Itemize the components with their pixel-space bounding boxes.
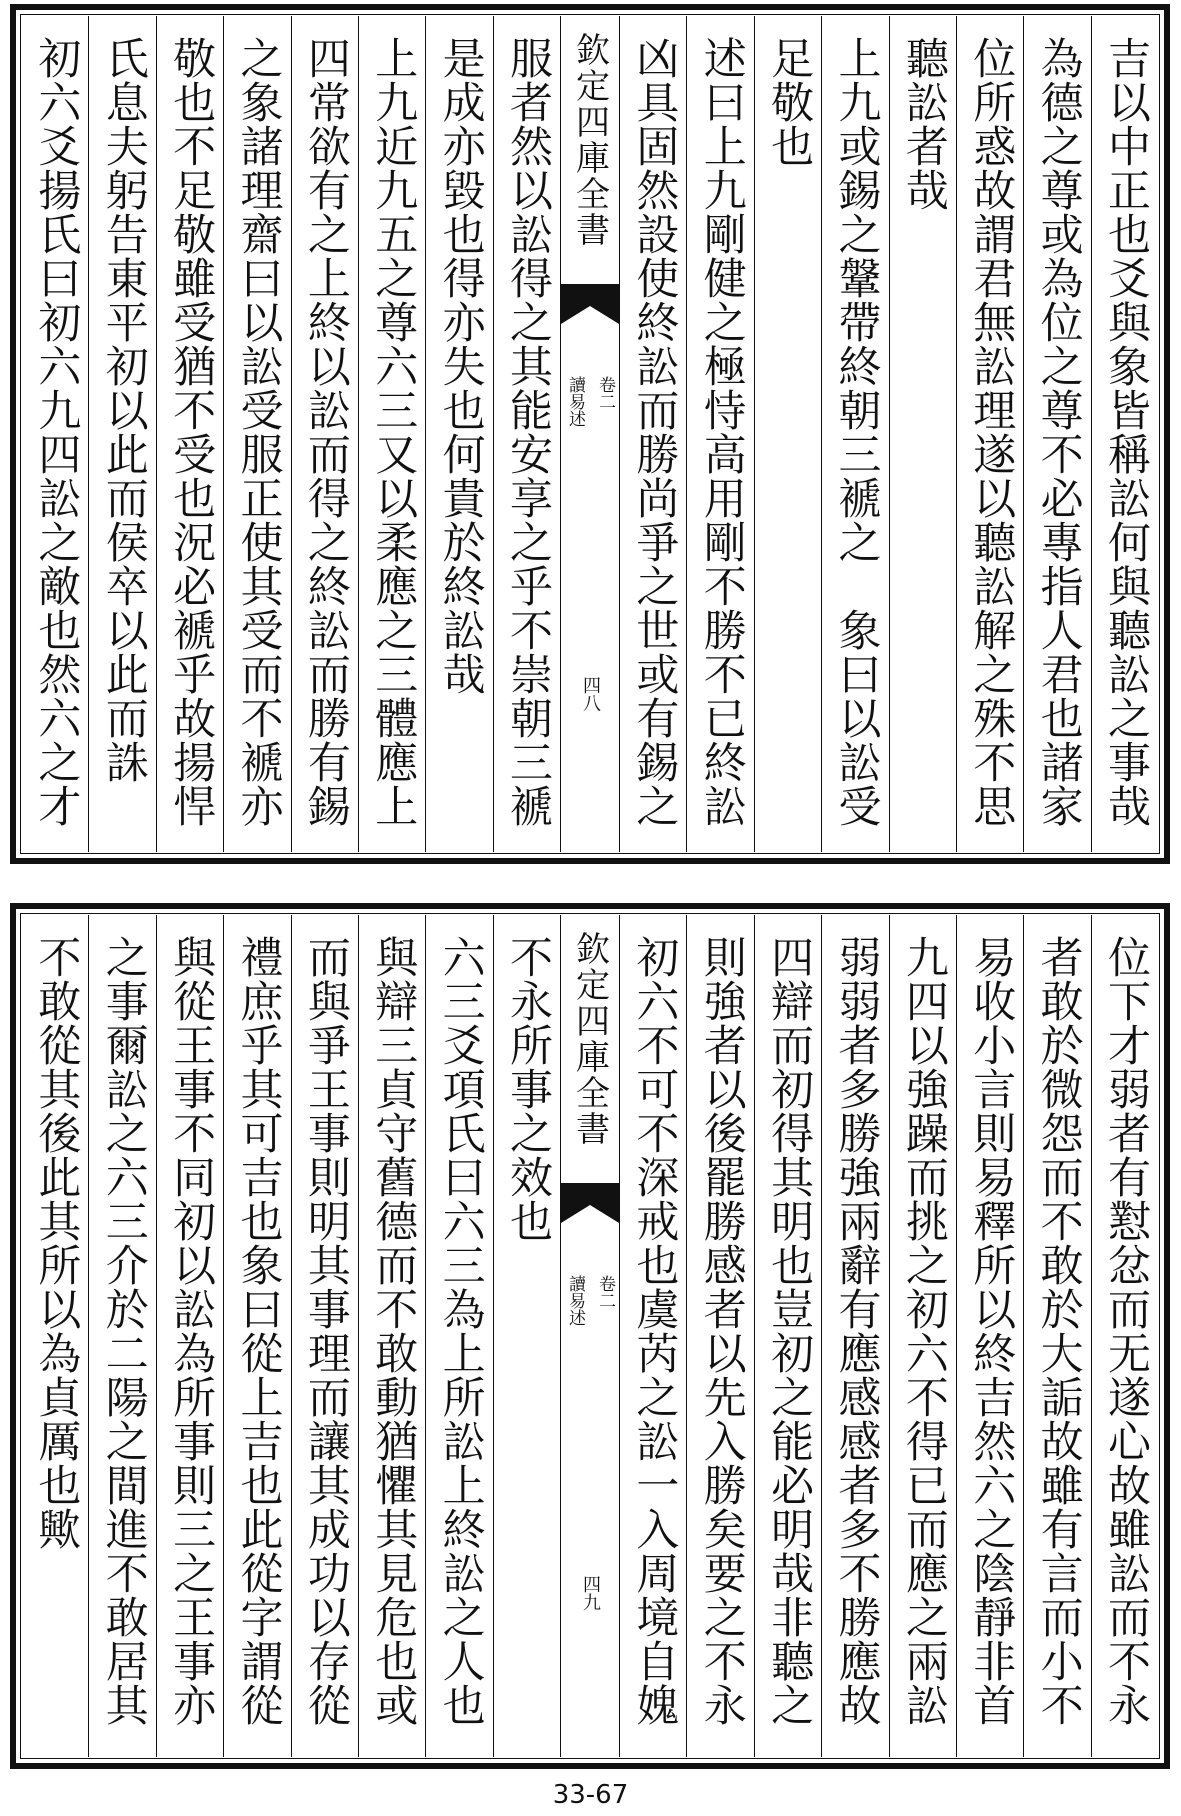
column-text: 聽訟者哉	[898, 36, 949, 212]
column-text: 四辯而初得其明也豈初之能必明哉非聽之	[764, 935, 815, 1727]
column-text: 位下才弱者有懟忿而无遂心故雖訟而不永	[1101, 935, 1151, 1727]
spine-book-title: 讀易述	[565, 1275, 585, 1326]
text-column	[821, 915, 888, 1757]
column-text: 而與爭王事則明其事理而讓其成功以存從	[300, 935, 351, 1727]
text-column	[88, 16, 155, 852]
text-column	[156, 16, 223, 852]
column-text: 不永所事之效也	[503, 935, 553, 1243]
spine-title: 欽定四庫全書	[569, 931, 610, 1147]
lower-page-columns	[22, 915, 1158, 1757]
text-column	[889, 16, 956, 852]
fishtail-mark-icon	[561, 1183, 619, 1227]
column-text: 六三爻項氏曰六三為上所訟上終訟之人也	[435, 935, 486, 1727]
column-text: 服者然以訟得之其能安享之乎不崇朝三褫	[503, 36, 553, 828]
text-column	[493, 16, 560, 852]
text-column	[493, 915, 560, 1757]
spine-volume: 卷二	[595, 376, 615, 410]
text-column	[821, 16, 888, 852]
column-text: 之事爾訟之六三介於二陽之間進不敢居其	[98, 935, 149, 1727]
column-text: 氏息夫躬告東平初以此而侯卒以此而誅	[98, 36, 149, 784]
column-text: 吉以中正也爻與象皆稱訟何與聽訟之事哉	[1101, 36, 1151, 828]
column-text: 凶具固然設使終訟而勝尚爭之世或有錫之	[629, 36, 680, 828]
text-column	[22, 915, 88, 1757]
text-column	[156, 915, 223, 1757]
text-column	[1023, 16, 1090, 852]
text-column	[223, 16, 290, 852]
column-text: 與辯三貞守舊德而不敢動猶懼其見危也或	[368, 935, 419, 1727]
text-column	[754, 915, 821, 1757]
text-column	[291, 915, 358, 1757]
lower-page	[10, 903, 1170, 1769]
text-column	[1091, 16, 1158, 852]
column-text: 與從王事不同初以訟為所事則三之王事亦	[166, 935, 217, 1727]
text-column	[619, 915, 686, 1757]
column-text: 足敬也	[764, 36, 815, 168]
upper-page-columns	[22, 16, 1158, 852]
column-text: 述曰上九剛健之極恃高用剛不勝不已終訟	[696, 36, 747, 828]
column-text: 禮庶乎其可吉也象曰從上吉也此從字謂從	[233, 935, 284, 1727]
upper-page	[10, 4, 1170, 864]
column-text: 則強者以後罷勝感者以先入勝矣要之不永	[696, 935, 747, 1727]
column-text: 位所惑故謂君無訟理遂以聽訟解之殊不思	[966, 36, 1017, 828]
spine-folio: 四八	[580, 676, 601, 712]
text-column	[956, 915, 1023, 1757]
center-spine	[560, 915, 619, 1757]
text-column	[425, 16, 492, 852]
text-column	[22, 16, 88, 852]
column-text: 易收小言則易釋所以終吉然六之陰靜非首	[966, 935, 1017, 1727]
text-column	[686, 16, 753, 852]
fishtail-mark-icon	[561, 284, 619, 328]
column-text: 不敢從其後此其所以為貞厲也歟	[31, 935, 82, 1551]
spine-volume: 卷二	[595, 1275, 615, 1309]
center-spine	[560, 16, 619, 852]
text-column	[358, 915, 425, 1757]
text-column	[889, 915, 956, 1757]
column-text: 九四以強躁而挑之初六不得已而應之兩訟	[898, 935, 949, 1727]
column-text: 為德之尊或為位之尊不必專指人君也諸家	[1033, 36, 1084, 828]
text-column	[619, 16, 686, 852]
text-column	[686, 915, 753, 1757]
text-column	[88, 915, 155, 1757]
column-text: 者敢於微怨而不敢於大詬故雖有言而小不	[1033, 935, 1084, 1727]
column-text: 初六爻揚氏曰初六九四訟之敵也然六之才	[31, 36, 82, 828]
spine-title: 欽定四庫全書	[569, 32, 610, 248]
column-text: 弱弱者多勝強兩辭有應感感者多不勝應故	[831, 935, 882, 1727]
text-column	[358, 16, 425, 852]
text-column	[291, 16, 358, 852]
text-column	[1091, 915, 1158, 1757]
text-column	[425, 915, 492, 1757]
column-text: 之象諸理齋曰以訟受服正使其受而不褫亦	[233, 36, 284, 828]
page-number: 33-67	[552, 1780, 629, 1810]
column-text: 是成亦毀也得亦失也何貴於終訟哉	[435, 36, 486, 696]
column-text: 上九近九五之尊六三又以柔應之三體應上	[368, 36, 419, 828]
column-text: 敬也不足敬雖受猶不受也況必褫乎故揚悍	[166, 36, 217, 828]
text-column	[754, 16, 821, 852]
spine-folio: 四九	[580, 1575, 601, 1611]
column-text: 初六不可不深戒也虞芮之訟一入周境自媿	[629, 935, 680, 1727]
text-column	[223, 915, 290, 1757]
spine-book-title: 讀易述	[565, 376, 585, 427]
column-text: 四常欲有之上終以訟而得之終訟而勝有錫	[300, 36, 351, 828]
text-column	[1023, 915, 1090, 1757]
column-text: 上九或錫之鞶帶終朝三褫之 象曰以訟受	[831, 36, 882, 828]
text-column	[956, 16, 1023, 852]
